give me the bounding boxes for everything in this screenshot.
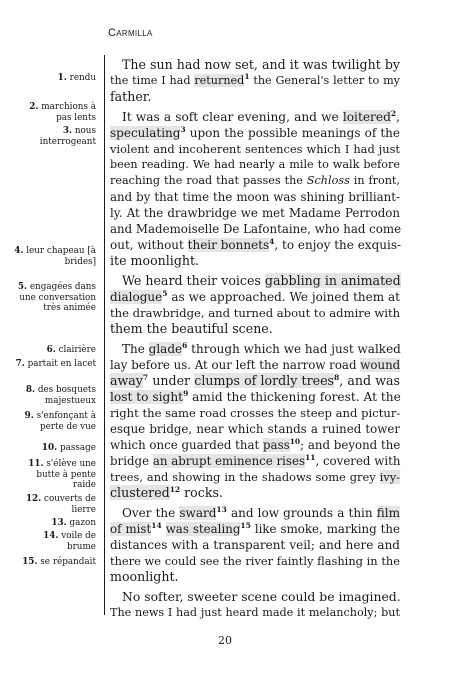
text-line: violent and incoherent sentences which I had just bbox=[110, 142, 400, 156]
text-line: them the beautiful scene. bbox=[110, 321, 273, 336]
text-line: lay before us. At our left the narrow road wound bbox=[110, 358, 401, 372]
text-line: right the same road crosses the steep and pictur- bbox=[110, 406, 401, 420]
gloss-item: 5. engagées dans une conversation très animée bbox=[17, 282, 96, 313]
glossed-term: speculating bbox=[110, 126, 181, 140]
glossed-term: an abrupt eminence rises bbox=[152, 454, 306, 468]
text-line: the time I had returned$^1$ the General's letter to my bbox=[110, 72, 401, 87]
glossed-term: lost to sight bbox=[110, 390, 184, 404]
text-line: and by that time the moon was shining brilliant- bbox=[110, 190, 400, 204]
glossed-term: pass bbox=[262, 438, 290, 452]
glossed-term: away bbox=[110, 373, 143, 388]
text-line: speculating$^3$ upon the possible meanings of the bbox=[110, 125, 400, 140]
text-line: lost to sight$^9$ amid the thickening forest. At the bbox=[110, 389, 401, 404]
running-head-text: Carmilla bbox=[108, 27, 153, 39]
text-line: It was a soft clear evening, and we loitered$^2$, bbox=[122, 109, 400, 124]
glossed-term: sward bbox=[179, 506, 217, 520]
text-line: The glade$^6$ through which we had just walked bbox=[122, 341, 401, 356]
glossed-term: ivy- bbox=[379, 470, 400, 484]
glossed-term: clustered bbox=[110, 485, 170, 500]
glossed-term: loitered bbox=[342, 110, 391, 124]
text-line: father. bbox=[110, 89, 152, 104]
gloss-item: 1. rendu bbox=[57, 73, 96, 83]
gloss-item: 14. voile de brume bbox=[43, 531, 96, 552]
text-line: ite moonlight. bbox=[110, 253, 200, 268]
text-line: been reading. We had nearly a mile to walk before bbox=[110, 158, 400, 171]
glossed-term: film bbox=[376, 506, 400, 520]
gloss-item: 6. clairière bbox=[46, 345, 96, 355]
gloss-item: 9. s'enfonçant à perte de vue bbox=[24, 411, 96, 432]
gloss-item: 8. des bosquets majestueux bbox=[25, 385, 96, 406]
text-line: there we could see the river faintly flashing in the bbox=[110, 554, 400, 568]
glossed-term: clumps of lordly trees bbox=[194, 373, 334, 388]
gloss-item: 15. se répandait bbox=[22, 557, 96, 567]
text-line: The sun had now set, and it was twilight by bbox=[122, 57, 400, 72]
gloss-column-rule bbox=[104, 55, 105, 615]
glossed-term: of mist bbox=[110, 522, 152, 536]
glossed-term: was stealing bbox=[165, 522, 241, 536]
text-line: of mist$^{14}$ was stealing$^{15}$ like smoke, marking the bbox=[110, 521, 400, 536]
glossed-term: glade bbox=[148, 342, 183, 356]
text-line: trees, and showing in the shadows some grey ivy- bbox=[110, 470, 400, 484]
text-line: and Mademoiselle De Lafontaine, who had come bbox=[110, 222, 402, 236]
gloss-item: 2. marchions à pas lents bbox=[29, 102, 96, 123]
text-line: out, without their bonnets$^4$, to enjoy the exquis- bbox=[110, 237, 402, 252]
text-line: distances with a transparent veil; and here and bbox=[110, 538, 400, 552]
text-line: which once guarded that pass$^{10}$; and beyond the bbox=[110, 437, 401, 452]
gloss-item: 10. passage bbox=[41, 443, 96, 453]
glossed-term: returned bbox=[194, 74, 245, 87]
gloss-item: 4. leur chapeau [à brides] bbox=[14, 246, 96, 267]
text-line: The news I had just heard made it melancholy; but bbox=[110, 606, 400, 619]
running-head bbox=[108, 27, 153, 39]
gloss-item: 12. couverts de lierre bbox=[25, 494, 96, 515]
text-line: bridge an abrupt eminence rises$^{11}$, covered with bbox=[110, 453, 401, 468]
text-line: away$^7$ under clumps of lordly trees$^8$, and was bbox=[110, 373, 400, 388]
text-line: We heard their voices gabbling in animated bbox=[122, 273, 401, 288]
gloss-item: 11. s'élève une butte à pente raide bbox=[28, 459, 96, 490]
glossed-term: their bonnets bbox=[187, 238, 270, 252]
text-line: the drawbridge, and turned about to admire with bbox=[110, 306, 401, 320]
glossed-term: gabbling in animated bbox=[264, 273, 401, 288]
text-line: Over the sward$^{13}$ and low grounds a thin film bbox=[122, 505, 400, 520]
gloss-item: 13. gazon bbox=[51, 518, 96, 528]
gloss-item: 3. nous interrogeant bbox=[39, 126, 96, 147]
glossed-term: wound bbox=[360, 358, 401, 372]
text-line: ly. At the drawbridge we met Madame Perrodon bbox=[110, 206, 400, 220]
text-line: clustered$^{12}$ rocks. bbox=[110, 485, 223, 500]
glossed-term: dialogue bbox=[110, 290, 163, 304]
text-line: moonlight. bbox=[110, 569, 179, 584]
text-line: reaching the road that passes the Schloss in front, bbox=[110, 174, 400, 187]
gloss-item: 7. partait en lacet bbox=[15, 359, 96, 369]
text-line: No softer, sweeter scene could be imagined. bbox=[122, 589, 401, 604]
text-line: esque bridge, near which stands a ruined tower bbox=[110, 422, 400, 436]
text-line: dialogue$^5$ as we approached. We joined them at bbox=[110, 289, 400, 304]
page-number: 20 bbox=[218, 634, 232, 647]
